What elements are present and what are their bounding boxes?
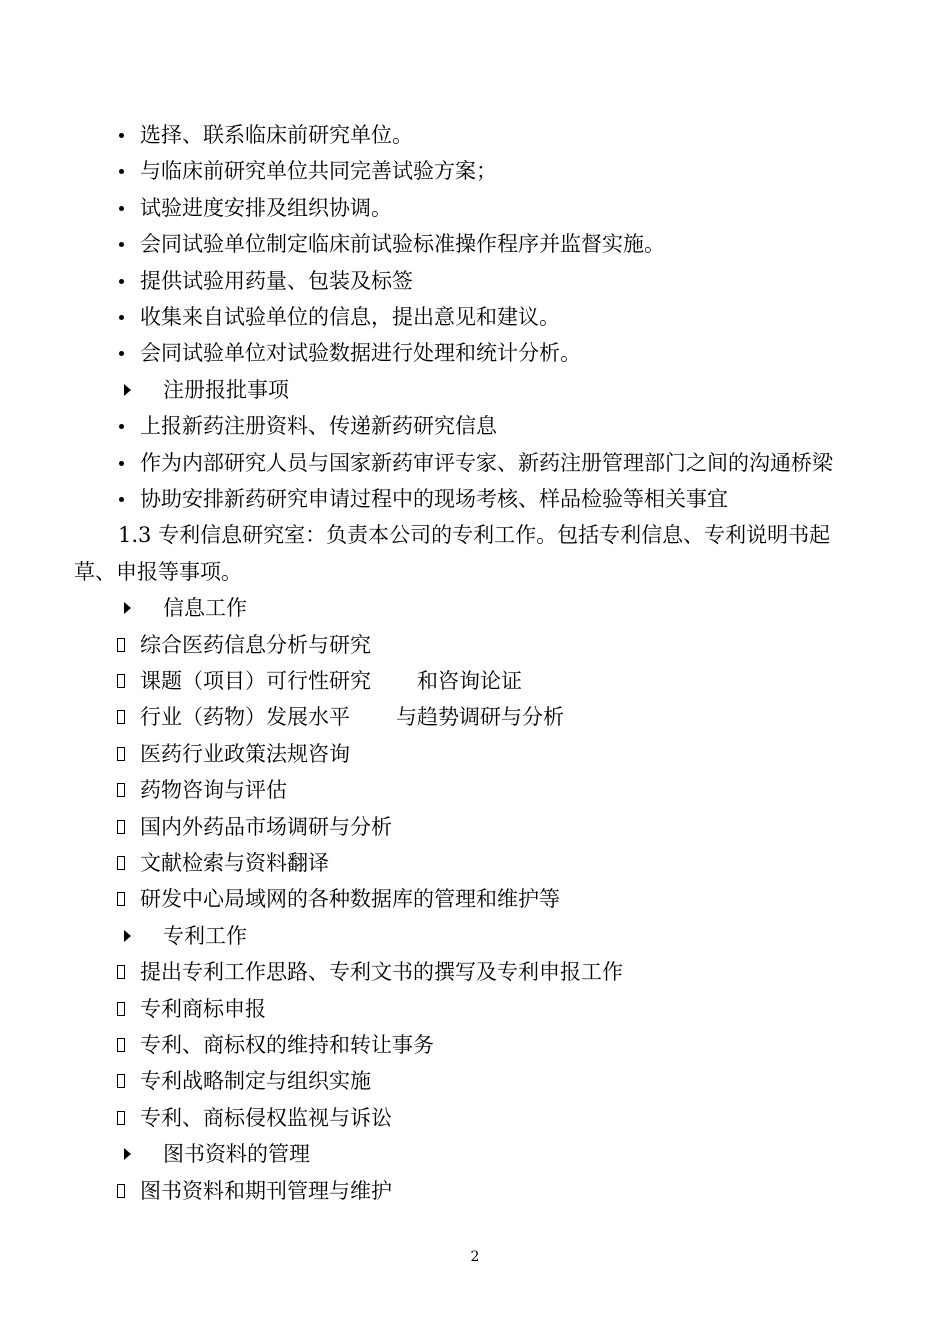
missing-glyph-bullet-icon [117,820,125,834]
missing-glyph-bullet-icon [117,1038,125,1052]
triangle-bullet-icon [124,1148,131,1160]
line-text: 注册报批事项 [163,377,289,402]
line-text-continued: 和咨询论证 [417,669,522,693]
line-text: 专利工作 [163,923,247,948]
line-text: 行业（药物）发展水平 与趋势调研与分析 [140,705,564,730]
bullet-dot-icon [119,497,124,502]
line-text: 综合医药信息分析与研究 [140,632,371,657]
missing-glyph-bullet-icon [117,1074,125,1088]
bullet-dot-icon [119,315,124,320]
bullet-dot-icon [119,206,124,211]
line-text: 专利、商标侵权监视与诉讼 [140,1105,392,1130]
line-text: 图书资料和期刊管理与维护 [140,1178,392,1203]
missing-glyph-bullet-icon [117,965,125,979]
bullet-dot-icon [119,424,124,429]
triangle-bullet-icon [124,384,131,396]
line-text: 专利商标申报 [140,996,266,1021]
missing-glyph-bullet-icon [117,638,125,652]
page-number: 2 [470,1249,480,1265]
missing-glyph-bullet-icon [117,674,125,688]
line-text: 专利战略制定与组织实施 [140,1069,371,1094]
line-text: 医药行业政策法规咨询 [140,741,350,766]
line-text-continued: 与趋势调研与分析 [396,705,564,730]
missing-glyph-bullet-icon [117,1002,125,1016]
line-text: 药物咨询与评估 [140,778,287,803]
missing-glyph-bullet-icon [117,710,125,724]
bullet-dot-icon [119,169,124,174]
line-text: 上报新药注册资料、传递新药研究信息 [140,414,497,439]
line-text: 专利、商标权的维持和转让事务 [140,1033,434,1057]
missing-glyph-bullet-icon [117,856,125,870]
line-text: 提供试验用药量、包装及标签 [140,268,413,293]
line-text: 协助安排新药研究申请过程中的现场考核、样品检验等相关事宜 [140,487,728,511]
bullet-dot-icon [119,133,124,138]
line-text: 1.3 专利信息研究室：负责本公司的专利工作。包括专利信息、专利说明书起 [118,523,831,548]
line-text: 会同试验单位对试验数据进行处理和统计分析。 [140,341,581,366]
triangle-bullet-icon [124,930,131,942]
line-text: 研发中心局域网的各种数据库的管理和维护等 [140,887,560,912]
missing-glyph-bullet-icon [117,783,125,797]
missing-glyph-bullet-icon [117,1184,125,1198]
bullet-dot-icon [119,351,124,356]
missing-glyph-bullet-icon [117,892,125,906]
line-text: 选择、联系临床前研究单位。 [140,123,413,147]
line-text: 国内外药品市场调研与分析 [140,814,392,839]
line-text: 提出专利工作思路、专利文书的撰写及专利申报工作 [140,960,623,985]
line-text: 信息工作 [163,596,247,621]
line-text: 图书资料的管理 [163,1142,310,1167]
line-text: 与临床前研究单位共同完善试验方案； [140,159,497,184]
missing-glyph-bullet-icon [117,747,125,761]
triangle-bullet-icon [124,602,131,614]
bullet-dot-icon [119,461,124,466]
line-text: 会同试验单位制定临床前试验标准操作程序并监督实施。 [140,232,665,257]
line-text: 作为内部研究人员与国家新药审评专家、新药注册管理部门之间的沟通桥梁 [140,450,833,475]
line-text: 课题（项目）可行性研究 和咨询论证 [140,669,522,693]
line-text: 收集来自试验单位的信息，提出意见和建议。 [140,305,560,329]
bullet-dot-icon [119,279,124,284]
missing-glyph-bullet-icon [117,1111,125,1125]
line-text: 试验进度安排及组织协调。 [140,195,392,220]
line-text: 草、申报等事项。 [74,559,242,584]
bullet-dot-icon [119,242,124,247]
line-text: 文献检索与资料翻译 [140,851,329,875]
